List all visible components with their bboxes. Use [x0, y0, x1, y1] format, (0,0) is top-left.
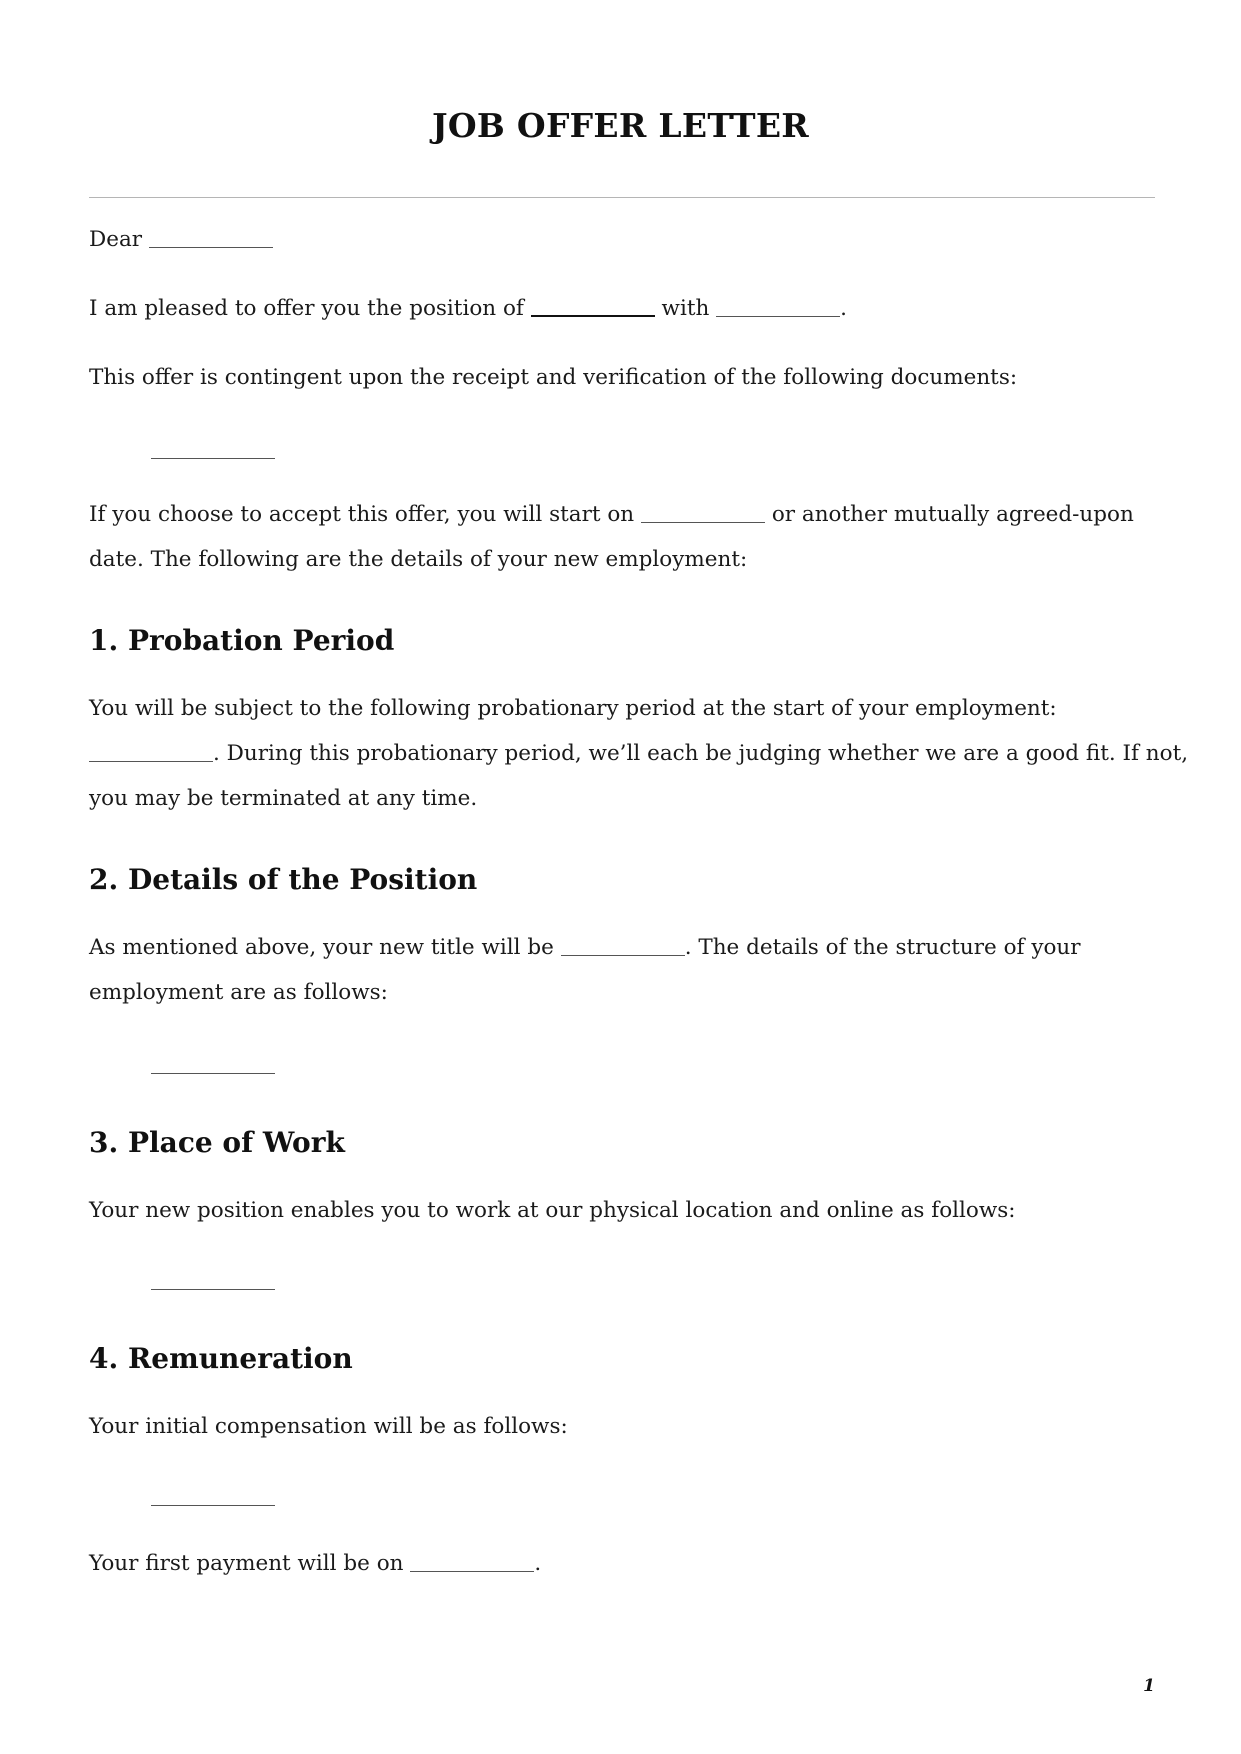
structure-list-blank [151, 1073, 275, 1074]
position-text-after: . The details of the structure of your [684, 935, 1081, 960]
payment-text-after: . [534, 1551, 542, 1576]
offer-text-after: . [840, 296, 848, 321]
section-heading-remuneration: 4. Remuneration [89, 1342, 353, 1375]
position-line-2: employment are as follows: [89, 980, 388, 1005]
probation-line-2 [89, 739, 1188, 769]
section-heading-probation: 1. Probation Period [89, 624, 395, 657]
start-text-after: or another mutually agreed-upon [771, 502, 1134, 527]
offer-text-middle: with [661, 296, 710, 321]
probation-line-3: you may be terminated at any time. [89, 786, 478, 811]
place-of-work-line: Your new position enables you to work at our physical location and online as follows: [89, 1198, 1016, 1223]
position-blank [531, 315, 655, 317]
document-title: JOB OFFER LETTER [431, 106, 810, 145]
probation-line-1: You will be subject to the following probationary period at the start of your employment: [89, 696, 1057, 721]
page-number: 1 [1143, 1676, 1155, 1696]
probation-period-blank [89, 761, 213, 762]
offer-line [89, 294, 847, 324]
section-heading-position: 2. Details of the Position [89, 863, 478, 896]
contingent-line: This offer is contingent upon the receipt and verification of the following documents: [89, 365, 1018, 390]
position-text-before: As mentioned above, your new title will be [89, 935, 554, 960]
documents-list-blank [151, 458, 275, 459]
greeting-line [89, 225, 273, 255]
payment-text-before: Your first payment will be on [89, 1551, 404, 1576]
greeting-text: Dear [89, 227, 143, 252]
position-line-1 [89, 933, 1081, 963]
probation-text-after: . During this probationary period, we’ll each be judging whether we are a good fit. If not, [213, 741, 1189, 766]
start-line-2: date. The following are the details of your new employment: [89, 547, 748, 572]
title-divider [89, 197, 1155, 198]
start-line-1 [89, 500, 1134, 530]
start-date-blank [641, 522, 765, 523]
company-blank [716, 316, 840, 317]
offer-text-before: I am pleased to offer you the position of [89, 296, 524, 321]
remuneration-line: Your initial compensation will be as follows: [89, 1414, 568, 1439]
compensation-list-blank [151, 1505, 275, 1506]
title-blank [561, 955, 685, 956]
work-location-list-blank [151, 1289, 275, 1290]
first-payment-date-blank [410, 1571, 534, 1572]
recipient-name-blank [149, 247, 273, 248]
start-text-before: If you choose to accept this offer, you will start on [89, 502, 635, 527]
section-heading-place-of-work: 3. Place of Work [89, 1126, 345, 1159]
first-payment-line [89, 1549, 541, 1579]
